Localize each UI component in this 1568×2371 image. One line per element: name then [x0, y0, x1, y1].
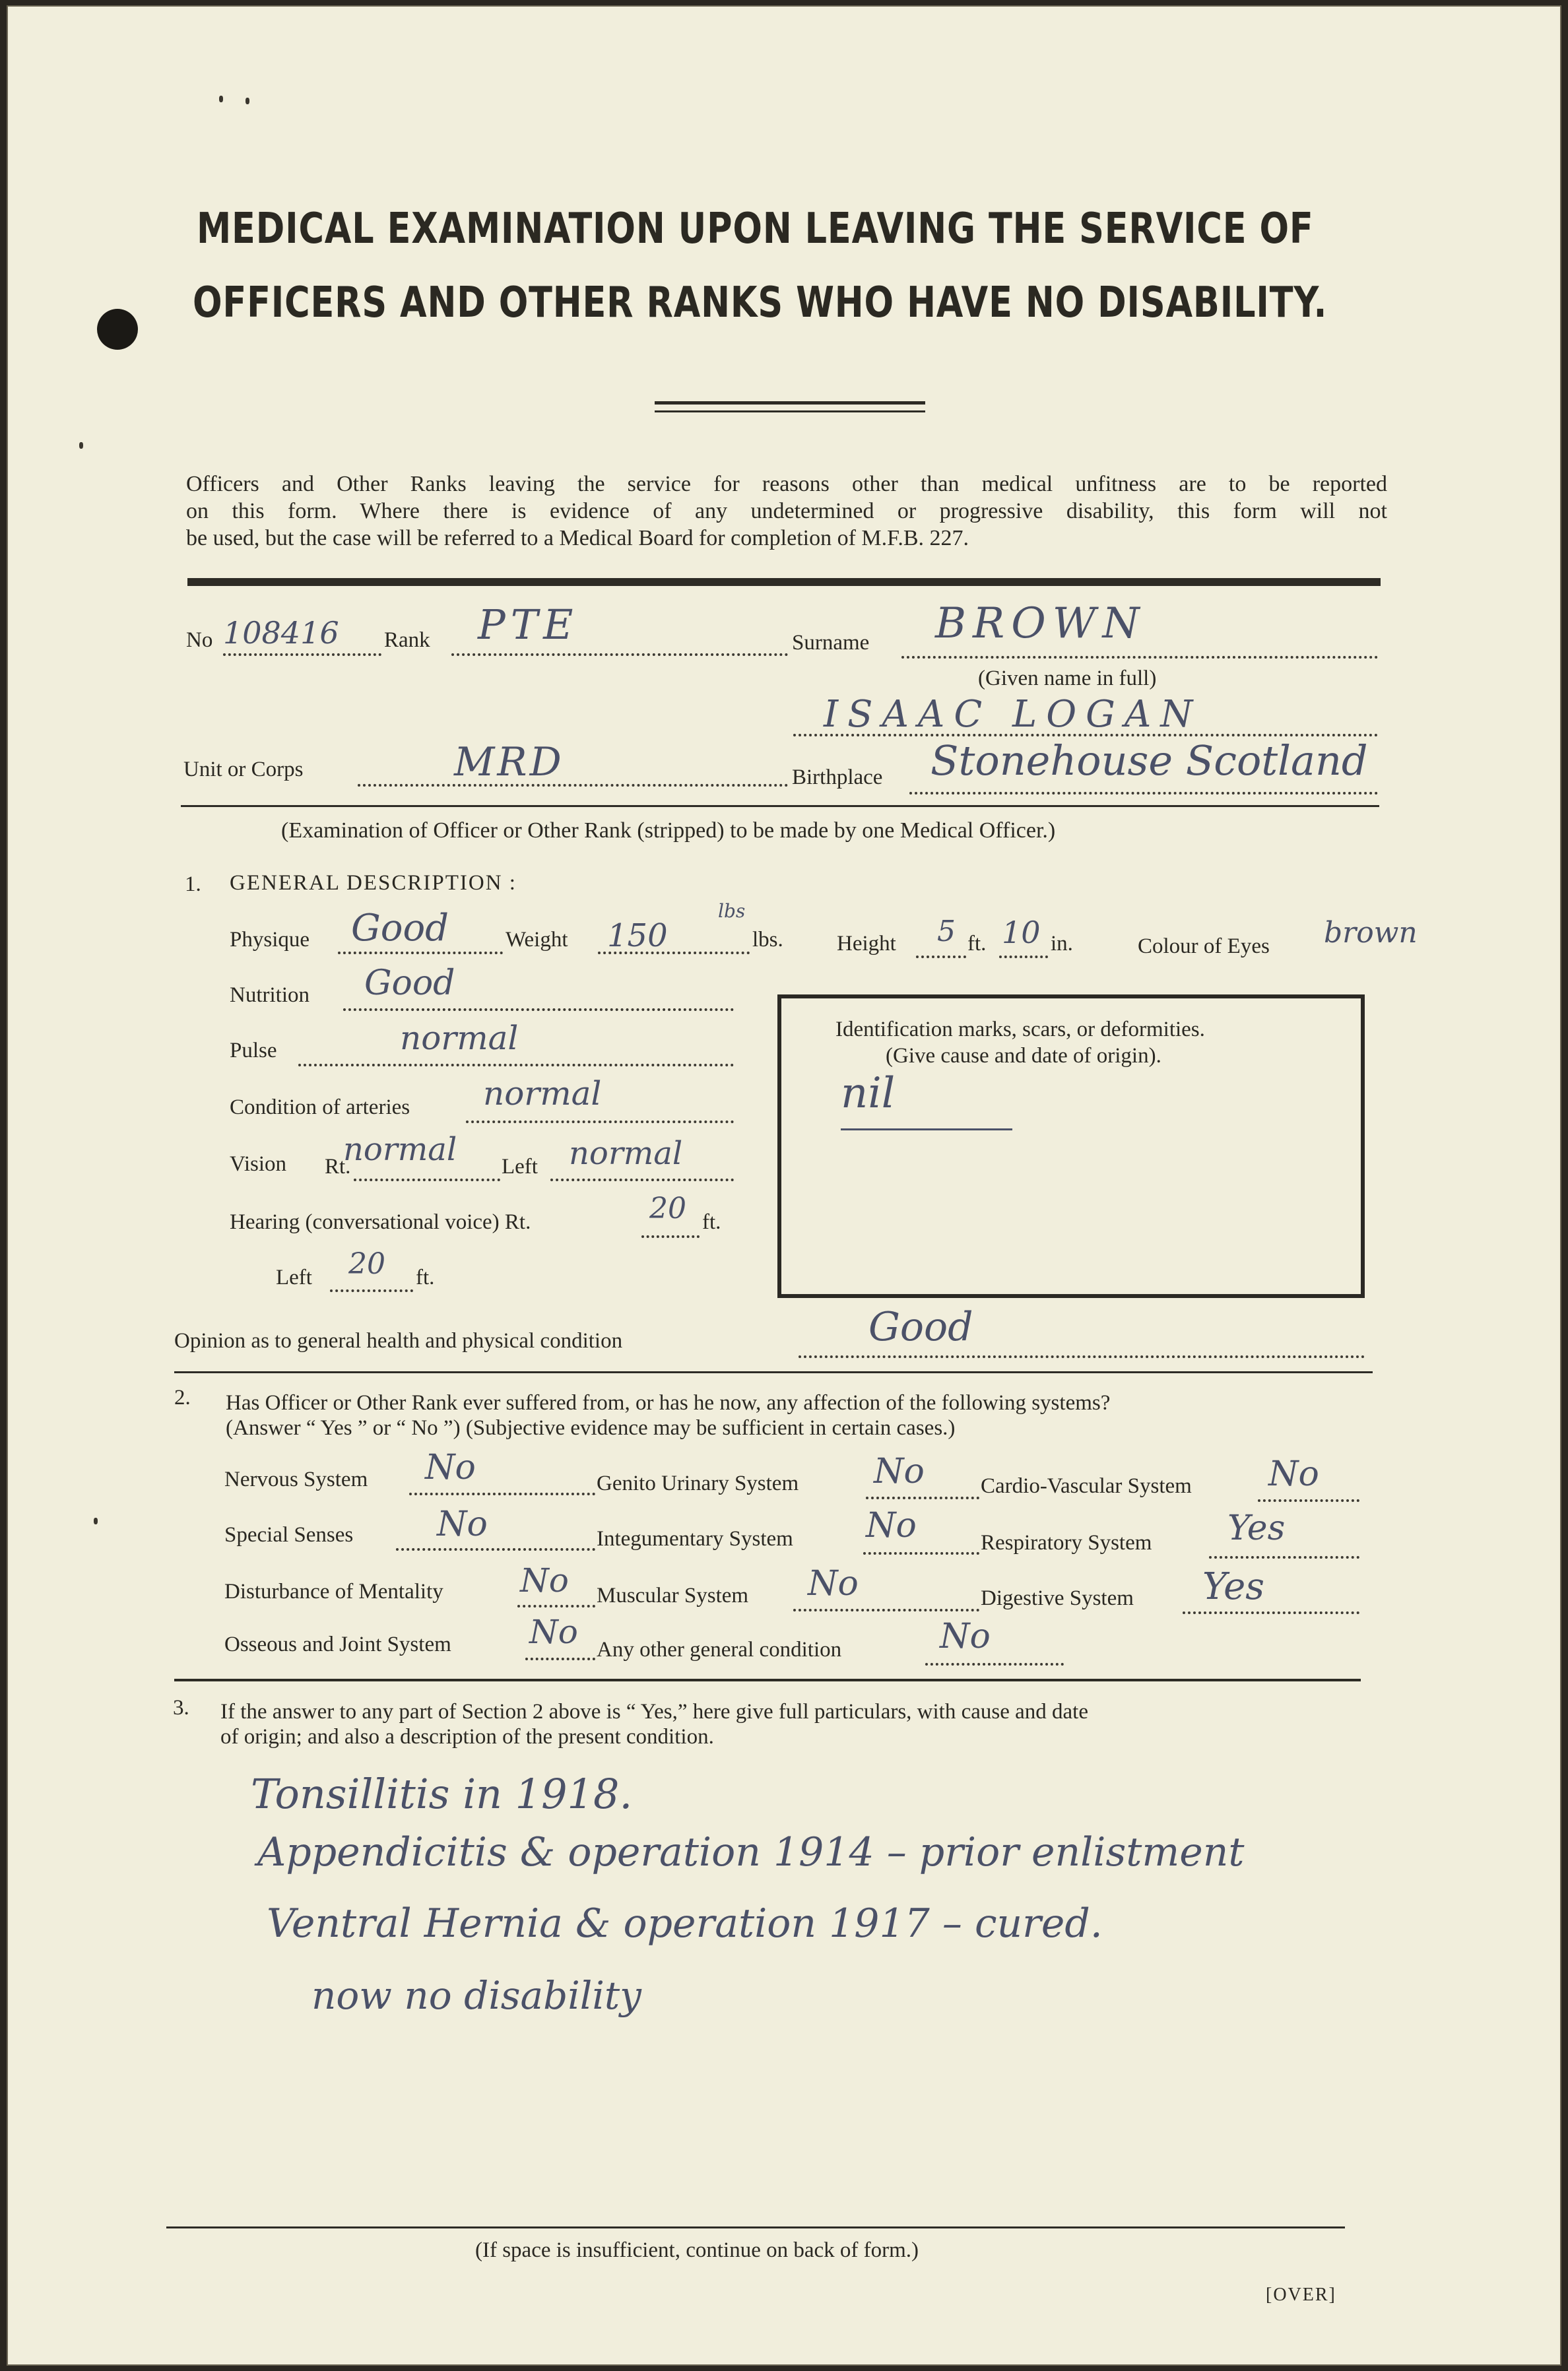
field-line-other — [925, 1663, 1064, 1666]
section-rule-thick — [187, 578, 1381, 586]
section1-number: 1. — [185, 872, 201, 896]
entry-weight-unit: lbs — [718, 900, 746, 922]
field-line-surname — [901, 656, 1378, 659]
label-other: Any other general condition — [597, 1638, 842, 1662]
entry-integ: No — [866, 1506, 917, 1545]
field-line-opinion — [799, 1355, 1365, 1358]
entry-rank: PTE — [478, 601, 579, 649]
field-line-physique — [338, 952, 503, 954]
particulars-line: Ventral Hernia & operation 1917 – cured. — [267, 1900, 1103, 1947]
speck — [79, 442, 83, 449]
entry-arteries: normal — [483, 1074, 602, 1113]
field-line-height-in — [999, 956, 1048, 958]
label-birthplace: Birthplace — [792, 765, 883, 789]
label-in: in. — [1051, 932, 1073, 956]
entry-mentality: No — [520, 1561, 569, 1600]
field-line-nervous — [409, 1493, 595, 1495]
rule-thin — [174, 1679, 1361, 1681]
label-nutrition: Nutrition — [230, 983, 310, 1007]
field-line-vision-rt — [354, 1179, 500, 1181]
speck — [219, 96, 223, 102]
label-nervous: Nervous System — [224, 1468, 368, 1491]
form-title-line2: OFFICERS AND OTHER RANKS WHO HAVE NO DISABILITY. — [193, 278, 1328, 327]
id-marks-underline — [841, 1128, 1012, 1130]
entry-surname: BROWN — [935, 599, 1146, 648]
label-integ: Integumentary System — [597, 1527, 793, 1551]
entry-physique: Good — [351, 907, 449, 950]
id-box-subtitle: (Give cause and date of origin). — [886, 1044, 1161, 1068]
entry-eyes: brown — [1324, 916, 1418, 950]
field-line-birthplace — [909, 792, 1378, 795]
label-osseous: Osseous and Joint System — [224, 1633, 451, 1656]
entry-genito: No — [874, 1452, 925, 1491]
entry-resp: Yes — [1227, 1509, 1286, 1548]
field-line-rank — [451, 653, 788, 656]
entry-nervous: No — [425, 1448, 476, 1487]
field-line-digestive — [1183, 1611, 1359, 1614]
entry-opinion: Good — [868, 1304, 973, 1350]
intro-line: Officers and Other Ranks leaving the service for reasons other than medical unfitness are to be reported — [186, 472, 1387, 496]
speck — [94, 1518, 98, 1524]
field-line-arteries — [466, 1121, 734, 1123]
speck — [245, 98, 249, 104]
field-line-resp — [1209, 1556, 1359, 1559]
label-muscular: Muscular System — [597, 1584, 749, 1608]
title-rule-bottom — [655, 410, 925, 412]
label-rank: Rank — [384, 628, 430, 652]
field-line-pulse — [298, 1064, 734, 1066]
rule-thin — [174, 1371, 1373, 1373]
section2-number: 2. — [174, 1386, 191, 1410]
label-opinion: Opinion as to general health and physical condition — [174, 1329, 623, 1353]
entry-height-ft: 5 — [937, 915, 956, 948]
field-line-unit — [358, 784, 788, 787]
field-line-height-ft — [916, 956, 966, 958]
punch-hole — [97, 309, 138, 350]
form-title-line1: MEDICAL EXAMINATION UPON LEAVING THE SERVICE OF — [197, 205, 1314, 253]
label-vision: Vision — [230, 1152, 287, 1176]
label-hearing-left-ft: ft. — [416, 1266, 435, 1289]
form-page — [7, 5, 1561, 2366]
label-resp: Respiratory System — [981, 1531, 1152, 1555]
label-ft: ft. — [967, 932, 987, 956]
field-line-vision-left — [550, 1179, 734, 1181]
field-line-hearing-left — [330, 1289, 413, 1292]
section3-question: If the answer to any part of Section 2 above is “ Yes,” here give full particulars, with cause and date — [220, 1700, 1088, 1724]
label-eyes: Colour of Eyes — [1138, 934, 1270, 958]
entry-unit: MRD — [454, 739, 564, 785]
section3-number: 3. — [173, 1696, 189, 1720]
field-line-nutrition — [343, 1008, 734, 1011]
label-weight: Weight — [506, 928, 568, 952]
label-digestive: Digestive System — [981, 1586, 1134, 1610]
particulars-line: Tonsillitis in 1918. — [251, 1770, 633, 1818]
field-line-integ — [863, 1552, 979, 1555]
id-box-title: Identification marks, scars, or deformities. — [835, 1018, 1205, 1041]
label-hearing-ft: ft. — [702, 1210, 721, 1234]
field-line-hearing-rt — [641, 1235, 700, 1238]
field-line-genito — [866, 1497, 979, 1499]
entry-hearing-rt: 20 — [649, 1192, 686, 1225]
field-line-mentality — [517, 1605, 595, 1608]
entry-digestive: Yes — [1202, 1565, 1264, 1608]
intro-line: be used, but the case will be referred to a Medical Board for completion of M.F.B. 227. — [186, 526, 969, 550]
label-hearing: Hearing (conversational voice) Rt. — [230, 1210, 531, 1234]
field-line-muscular — [793, 1609, 979, 1611]
intro-line: on this form. Where there is evidence of any undetermined or progressive disability, this form will not — [186, 499, 1387, 523]
title-rule-top — [655, 401, 925, 405]
entry-birthplace: Stonehouse Scotland — [931, 736, 1368, 785]
particulars-line: Appendicitis & operation 1914 – prior enlistment — [257, 1829, 1245, 1875]
label-senses: Special Senses — [224, 1523, 354, 1547]
label-genito: Genito Urinary System — [597, 1472, 799, 1495]
entry-nutrition: Good — [364, 963, 455, 1003]
particulars-line: now no disability — [311, 1973, 641, 2018]
entry-id-marks: nil — [841, 1069, 896, 1118]
entry-other: No — [940, 1617, 991, 1656]
section2-instruction: (Answer “ Yes ” or “ No ”) (Subjective evidence may be sufficient in certain cases.) — [226, 1416, 956, 1440]
label-mentality: Disturbance of Mentality — [224, 1580, 443, 1604]
entry-given-name: ISAAC LOGAN — [824, 693, 1202, 736]
entry-vision-rt: normal — [343, 1131, 457, 1168]
entry-weight: 150 — [607, 917, 668, 954]
entry-cardio: No — [1268, 1454, 1319, 1494]
label-vision-rt: Rt. — [325, 1155, 351, 1179]
footer-note: (If space is insufficient, continue on back of form.) — [475, 2238, 919, 2262]
field-line-cardio — [1258, 1499, 1359, 1502]
field-line-osseous — [525, 1658, 595, 1660]
label-lbs: lbs. — [752, 928, 783, 952]
footer-rule — [166, 2226, 1345, 2228]
label-arteries: Condition of arteries — [230, 1095, 410, 1119]
entry-pulse: normal — [400, 1019, 519, 1057]
over-marker: [OVER] — [1266, 2285, 1336, 2305]
label-cardio: Cardio-Vascular System — [981, 1474, 1192, 1498]
label-pulse: Pulse — [230, 1039, 277, 1062]
label-vision-left: Left — [502, 1155, 538, 1179]
field-line-senses — [396, 1548, 595, 1551]
label-given-name: (Given name in full) — [978, 666, 1157, 690]
label-height: Height — [837, 932, 896, 956]
label-no: No — [186, 628, 213, 652]
label-physique: Physique — [230, 928, 310, 952]
section1-title: GENERAL DESCRIPTION : — [230, 871, 517, 895]
section2-question: Has Officer or Other Rank ever suffered from, or has he now, any affection of the following systems? — [226, 1391, 1111, 1415]
entry-osseous: No — [529, 1613, 578, 1651]
entry-hearing-left: 20 — [348, 1247, 385, 1281]
intro-paragraph — [186, 471, 1387, 552]
label-hearing-left: Left — [276, 1266, 312, 1289]
entry-vision-left: normal — [569, 1135, 683, 1172]
label-surname: Surname — [792, 631, 870, 655]
label-unit: Unit or Corps — [183, 758, 304, 781]
exam-note: (Examination of Officer or Other Rank (stripped) to be made by one Medical Officer.) — [281, 818, 1056, 843]
section3-question-cont: of origin; and also a description of the present condition. — [220, 1725, 714, 1749]
entry-no: 108416 — [223, 615, 339, 651]
entry-muscular: No — [808, 1564, 859, 1604]
entry-senses: No — [437, 1505, 488, 1544]
field-line-no — [223, 653, 381, 656]
rule-thin — [181, 805, 1379, 807]
entry-height-in: 10 — [1002, 915, 1041, 950]
